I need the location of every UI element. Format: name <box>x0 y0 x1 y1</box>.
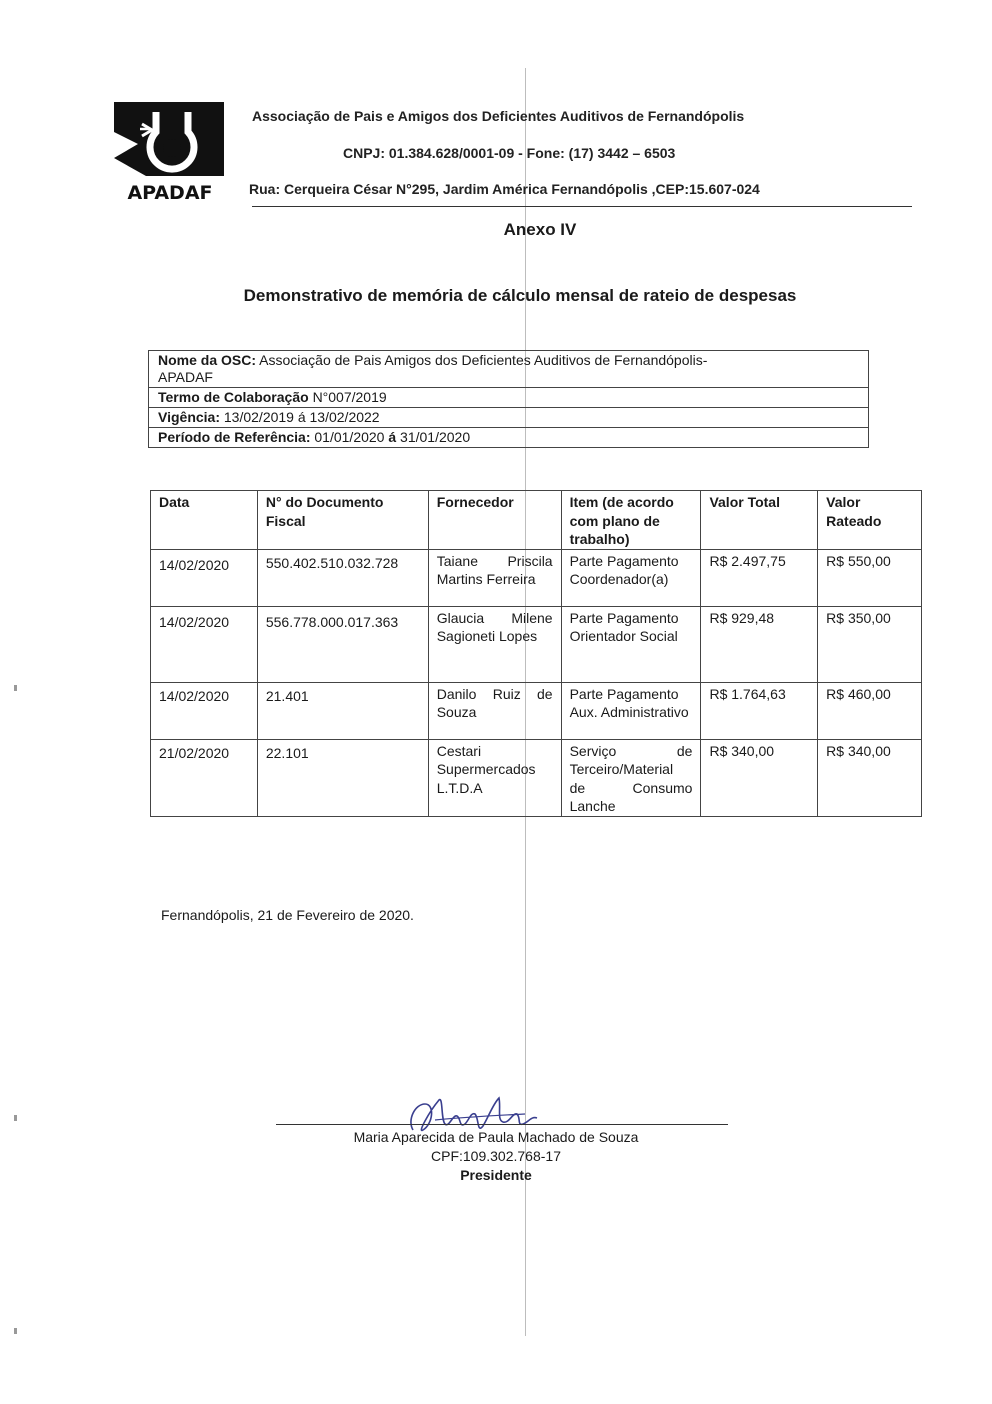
cell-doc: 21.401 <box>257 682 428 739</box>
cell-total: R$ 929,48 <box>701 606 818 682</box>
cell-apportioned: R$ 350,00 <box>818 606 922 682</box>
validity-label: Vigência: <box>158 409 220 425</box>
cnpj-line: CNPJ: 01.384.628/0001-09 - Fone: (17) 3442 – 6503 <box>343 145 676 161</box>
cell-doc: 556.778.000.017.363 <box>257 606 428 682</box>
period-start: 01/01/2020 <box>314 429 385 445</box>
col-header-total: Valor Total <box>701 491 818 550</box>
cell-item: Serviço de Terceiro/Material de Consumo Lanche <box>561 739 701 816</box>
table-row <box>151 549 922 606</box>
signer-cpf: CPF:109.302.768-17 <box>431 1148 561 1164</box>
osc-name-value-cont: APADAF <box>158 369 213 385</box>
table-row <box>151 739 922 816</box>
col-header-supplier: Fornecedor <box>428 491 561 550</box>
cell-apportioned: R$ 340,00 <box>818 739 922 816</box>
osc-name-row <box>149 351 869 388</box>
scan-speck <box>14 1115 17 1121</box>
period-label: Período de Referência: <box>158 429 311 445</box>
osc-name-value: Associação de Pais Amigos dos Deficientes Auditivos de Fernandópolis- <box>259 352 708 368</box>
header-rule <box>252 206 912 207</box>
cell-total: R$ 1.764,63 <box>701 682 818 739</box>
table-header-row <box>151 491 922 550</box>
col-header-apportioned: Valor Rateado <box>818 491 922 550</box>
logo-text: APADAF <box>127 182 213 202</box>
col-header-doc: N° do Documento Fiscal <box>257 491 428 550</box>
table-row <box>151 682 922 739</box>
term-row <box>149 388 869 408</box>
cell-item: Parte Pagamento Aux. Administrativo <box>561 682 701 739</box>
cell-date: 21/02/2020 <box>151 739 258 816</box>
scan-speck <box>14 685 17 691</box>
col-header-date: Data <box>151 491 258 550</box>
cell-supplier: Glaucia Milene Sagioneti Lopes <box>428 606 561 682</box>
cell-supplier: Taiane Priscila Martins Ferreira <box>428 549 561 606</box>
cell-supplier: Cestari Supermercados L.T.D.A <box>428 739 561 816</box>
cell-item: Parte Pagamento Coordenador(a) <box>561 549 701 606</box>
osc-name-label: Nome da OSC: <box>158 352 257 368</box>
period-sep: á <box>388 429 397 445</box>
col-header-item: Item (de acordo com plano de trabalho) <box>561 491 701 550</box>
signer-name: Maria Aparecida de Paula Machado de Souza <box>353 1129 639 1145</box>
signature-block <box>0 1128 992 1185</box>
cell-item: Parte Pagamento Orientador Social <box>561 606 701 682</box>
org-name: Associação de Pais e Amigos dos Deficientes Auditivos de Fernandópolis <box>252 108 745 124</box>
signature-line <box>276 1124 728 1125</box>
cell-apportioned: R$ 460,00 <box>818 682 922 739</box>
cell-apportioned: R$ 550,00 <box>818 549 922 606</box>
term-value: N°007/2019 <box>312 389 387 405</box>
validity-row <box>149 408 869 428</box>
cell-doc: 22.101 <box>257 739 428 816</box>
cell-total: R$ 2.497,75 <box>701 549 818 606</box>
cell-doc: 550.402.510.032.728 <box>257 549 428 606</box>
cell-date: 14/02/2020 <box>151 606 258 682</box>
cell-supplier: Danilo Ruiz de Souza <box>428 682 561 739</box>
scan-speck <box>14 1328 17 1334</box>
document-title: Demonstrativo de memória de cálculo mensal de rateio de despesas <box>243 286 797 305</box>
cell-date: 14/02/2020 <box>151 549 258 606</box>
address-line: Rua: Cerqueira César N°295, Jardim América Fernandópolis ,CEP:15.607-024 <box>249 181 760 197</box>
period-row <box>149 428 869 448</box>
place-date: Fernandópolis, 21 de Fevereiro de 2020. <box>161 907 414 923</box>
cell-total: R$ 340,00 <box>701 739 818 816</box>
expenses-table <box>150 490 922 817</box>
annex-title: Anexo IV <box>503 220 577 239</box>
term-label: Termo de Colaboração <box>158 389 309 405</box>
osc-info-table <box>148 350 869 448</box>
cell-date: 14/02/2020 <box>151 682 258 739</box>
signer-role: Presidente <box>460 1167 532 1183</box>
validity-value: 13/02/2019 á 13/02/2022 <box>223 409 380 425</box>
table-row <box>151 606 922 682</box>
period-end: 31/01/2020 <box>400 429 471 445</box>
apadaf-logo <box>112 102 230 202</box>
